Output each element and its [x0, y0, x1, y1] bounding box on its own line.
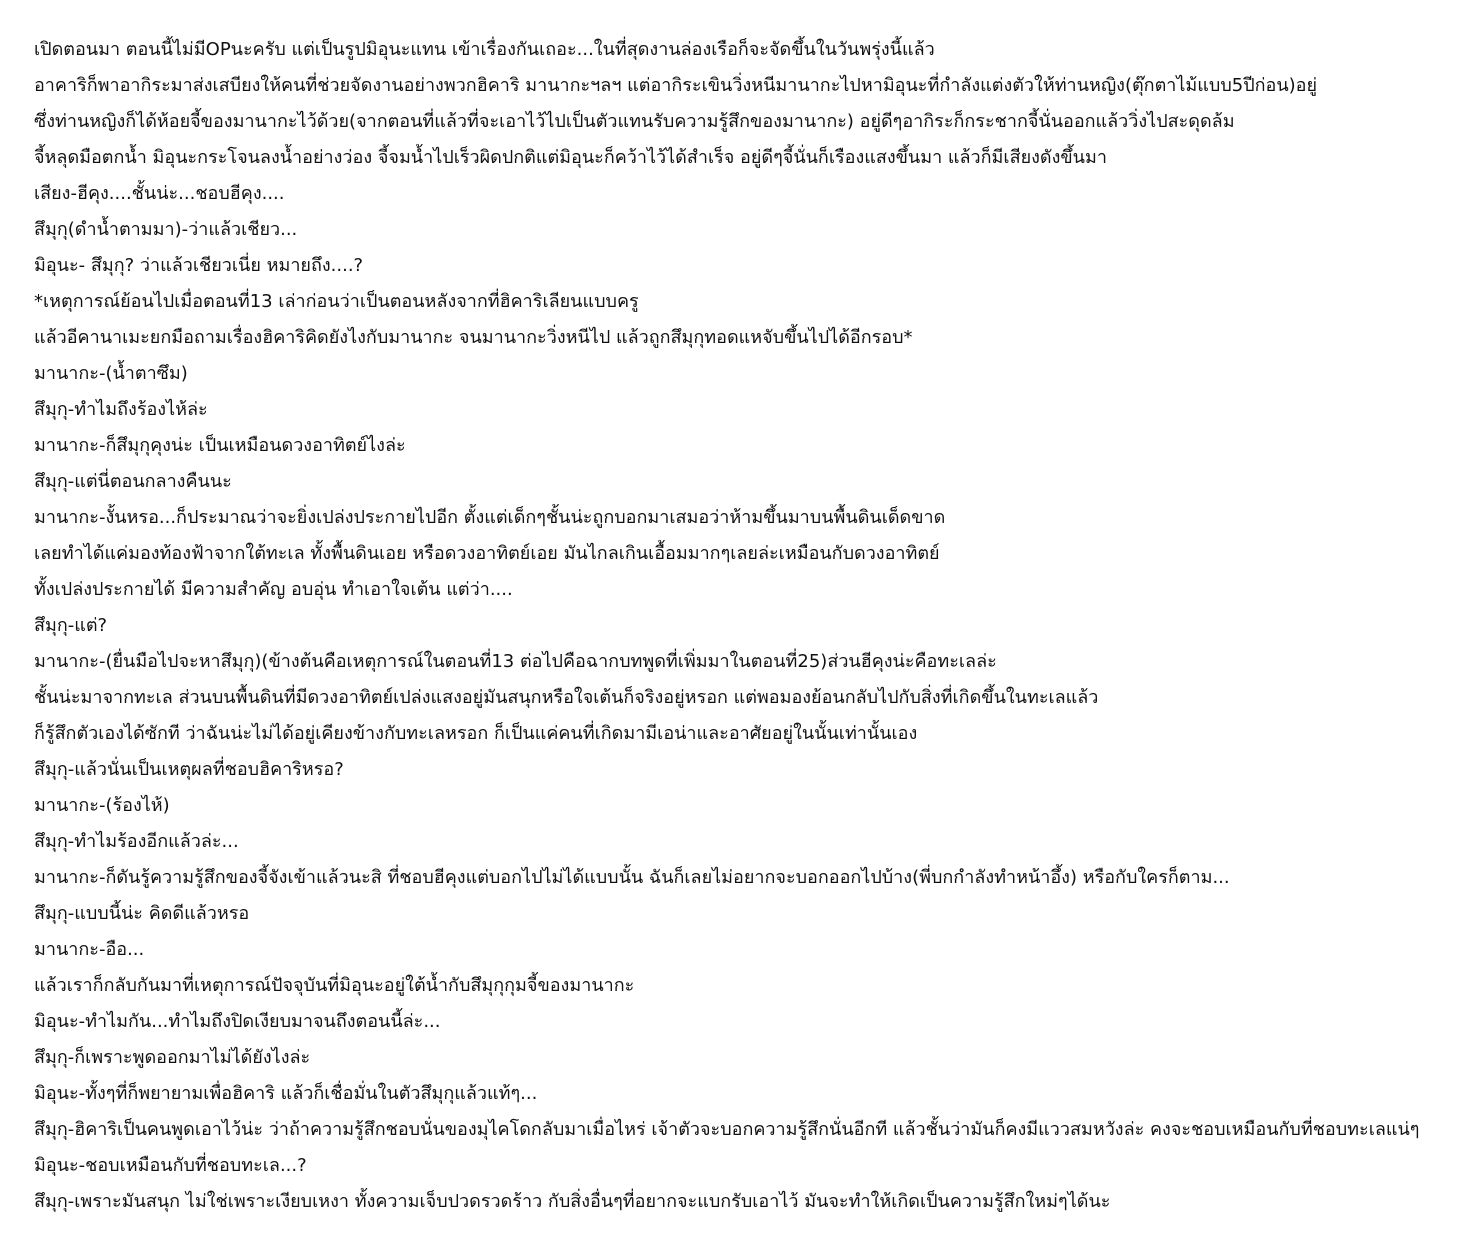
text-line: มานากะ-ก็สึมุกุคุงน่ะ เป็นเหมือนดวงอาทิตย์ไงล่ะ: [34, 435, 406, 456]
text-line: เลยทำได้แค่มองท้องฟ้าจากใต้ทะเล ทั้งพื้นดินเอย หรือดวงอาทิตย์เอย มันไกลเกินเอื้อมมากๆเลยล่ะเหมือนกับดวงอาทิตย์: [34, 543, 940, 564]
text-line: สึมุกุ-ทำไมร้องอีกแล้วล่ะ...: [34, 831, 239, 852]
text-line: มานากะ-งั้นหรอ...ก็ประมาณว่าจะยิ่งเปล่งประกายไปอีก ตั้งแต่เด็กๆชั้นน่ะถูกบอกมาเสมอว่าห้ามขึ้นมาบนพื้นดินเด็ดขาด: [34, 507, 946, 528]
text-line: จี้หลุดมือตกน้ำ มิอุนะกระโจนลงน้ำอย่างว่อง จี้จมน้ำไปเร็วผิดปกติแต่มิอุนะก็คว้าไว้ได้สำเร็จ อยู่ดีๆจี้นั่นก็เรืองแสงขึ้นมา แล้วก็มีเสียงดังขึ้นมา: [34, 147, 1107, 168]
text-line: เสียง-ฮีคุง....ชั้นน่ะ...ชอบฮีคุง....: [34, 183, 285, 204]
text-line: *เหตุการณ์ย้อนไปเมื่อตอนที่13 เล่าก่อนว่าเป็นตอนหลังจากที่ฮิคาริเลียนแบบครู: [34, 291, 639, 312]
text-line: มิอุนะ-ทำไมกัน...ทำไมถึงปิดเงียบมาจนถึงตอนนี้ล่ะ...: [34, 1011, 441, 1032]
document-body: [34, 32, 1462, 1220]
text-line: สึมุกุ-เพราะมันสนุก ไม่ใช่เพราะเงียบเหงา ทั้งความเจ็บปวดรวดร้าว กับสิ่งอื่นๆที่อยากจะแบกรับเอาไว้ มันจะทำให้เกิดเป็นความรู้สึกใหม่ๆได้นะ: [34, 1191, 1111, 1212]
text-line: มานากะ-อือ...: [34, 939, 145, 960]
text-line: สึมุกุ(ดำน้ำตามมา)-ว่าแล้วเชียว...: [34, 219, 298, 240]
text-line: สึมุกุ-แบบนี้น่ะ คิดดีแล้วหรอ: [34, 903, 250, 924]
text-line: มิอุนะ-ชอบเหมือนกับที่ชอบทะเล...?: [34, 1155, 307, 1176]
text-line: ชั้นน่ะมาจากทะเล ส่วนบนพื้นดินที่มีดวงอาทิตย์เปล่งแสงอยู่มันสนุกหรือใจเต้นก็จริงอยู่หรอก แต่พอมองย้อนกลับไปกับสิ่งที่เกิดขึ้นในทะเลแล้ว: [34, 687, 1099, 708]
text-line: สึมุกุ-ทำไมถึงร้องไห้ล่ะ: [34, 399, 208, 420]
text-line: สึมุกุ-ก็เพราะพูดออกมาไม่ได้ยังไงล่ะ: [34, 1047, 311, 1068]
text-line: ก็รู้สึกตัวเองได้ซักที ว่าฉันน่ะไม่ได้อยู่เคียงข้างกับทะเลหรอก ก็เป็นแค่คนที่เกิดมามีเอน่าและอาศัยอยู่ในนั้นเท่านั้นเอง: [34, 723, 918, 744]
text-line: มานากะ-(น้ำตาซึม): [34, 363, 188, 384]
text-line: มานากะ-(ยื่นมือไปจะหาสึมุกุ)(ข้างต้นคือเหตุการณ์ในตอนที่13 ต่อไปคือฉากบทพูดที่เพิ่มมาในตอนที่25)ส่วนฮีคุงน่ะคือทะเลล่ะ: [34, 651, 997, 672]
text-line: สึมุกุ-แต่นี่ตอนกลางคืนนะ: [34, 471, 232, 492]
text-line: เปิดตอนมา ตอนนี้ไม่มีOPนะครับ แต่เป็นรูปมิอุนะแทน เข้าเรื่องกันเถอะ...ในที่สุดงานล่องเรือก็จะจัดขึ้นในวันพรุ่งนี้แล้ว: [34, 39, 935, 60]
text-line: มิอุนะ- สึมุกุ? ว่าแล้วเชียวเนี่ย หมายถึง....?: [34, 255, 364, 276]
text-line: แล้วเราก็กลับกันมาที่เหตุการณ์ปัจจุบันที่มิอุนะอยู่ใต้น้ำกับสึมุกุกุมจี้ของมานากะ: [34, 975, 635, 996]
text-line: มานากะ-(ร้องไห้): [34, 795, 170, 816]
text-line: สึมุกุ-แต่?: [34, 615, 108, 636]
text-line: อาคาริก็พาอากิระมาส่งเสบียงให้คนที่ช่วยจัดงานอย่างพวกฮิคาริ มานากะฯลฯ แต่อากิระเขินวิ่งหนีมานากะไปหามิอุนะที่กำลังแต่งตัวให้ท่านหญิง(ตุ๊กตาไม้แบบ5ปีก่อน)อยู่: [34, 75, 1318, 96]
text-line: ทั้งเปล่งประกายได้ มีความสำคัญ อบอุ่น ทำเอาใจเต้น แต่ว่า....: [34, 579, 513, 600]
text-line: มานากะ-ก็ดันรู้ความรู้สึกของจี้จังเข้าแล้วนะสิ ที่ชอบฮีคุงแต่บอกไปไม่ได้แบบนั้น ฉันก็เลยไม่อยากจะบอกออกไปบ้าง(พี่บกกำลังทำหน้าอึ้ง) หรือกับใครก็ตาม...: [34, 867, 1230, 888]
text-line: แล้วอีคานาเมะยกมือถามเรื่องฮิคาริคิดยังไงกับมานากะ จนมานากะวิ่งหนีไป แล้วถูกสึมุกุทอดแหจับขึ้นไปได้อีกรอบ*: [34, 327, 913, 348]
text-line: สึมุกุ-ฮิคาริเป็นคนพูดเอาไว้น่ะ ว่าถ้าความรู้สึกชอบนั่นของมุไคโดกลับมาเมื่อไหร่ เจ้าตัวจะบอกความรู้สึกนั่นอีกที แล้วชั้นว่ามันก็คงมีแววสมหวังล่ะ คงจะชอบเหมือนกับที่ชอบทะเลแน่ๆ: [34, 1119, 1420, 1140]
text-line: ซึ่งท่านหญิงก็ได้ห้อยจี้ของมานากะไว้ด้วย(จากตอนที่แล้วที่จะเอาไว้ไปเป็นตัวแทนรับความรู้สึกของมานากะ) อยู่ดีๆอากิระก็กระชากจี้นั่นออกแล้ววิ่งไปสะดุดล้ม: [34, 111, 1235, 132]
text-line: สึมุกุ-แล้วนั่นเป็นเหตุผลที่ชอบฮิคาริหรอ?: [34, 759, 344, 780]
text-line: มิอุนะ-ทั้งๆที่ก็พยายามเพื่อฮิคาริ แล้วก็เชื่อมั่นในตัวสึมุกุแล้วแท้ๆ...: [34, 1083, 538, 1104]
